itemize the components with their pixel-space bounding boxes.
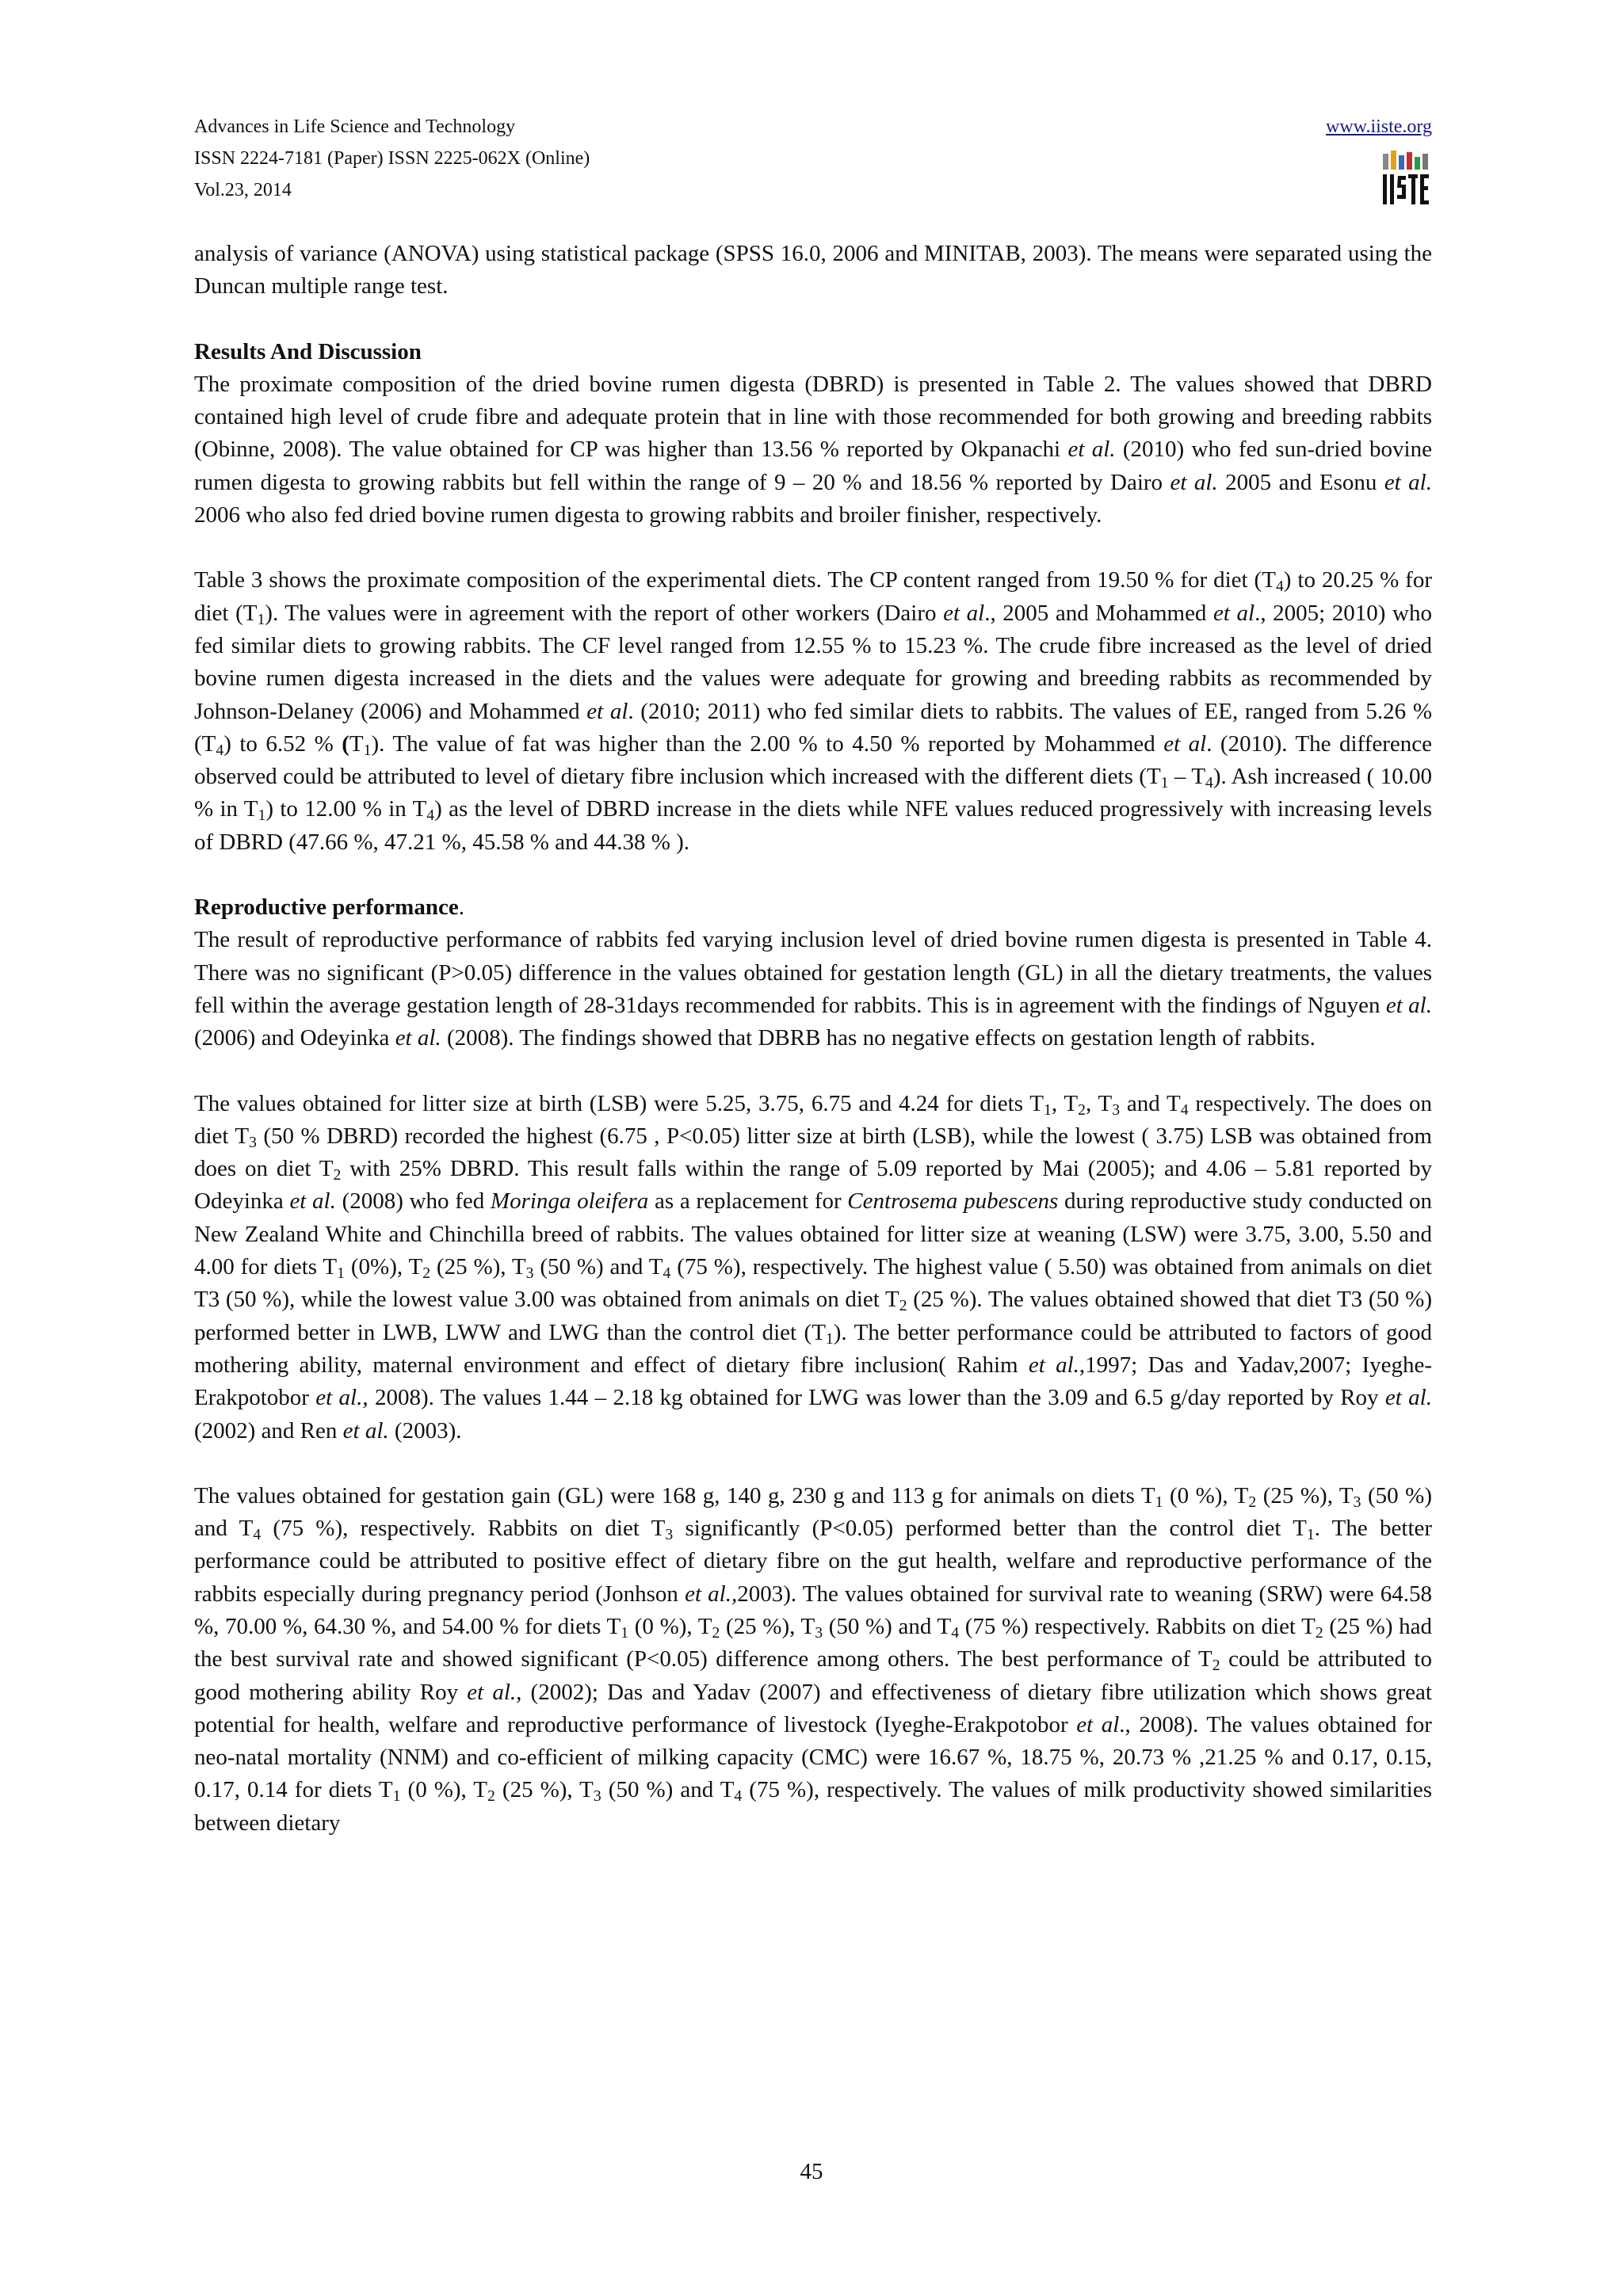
journal-issn: ISSN 2224-7181 (Paper) ISSN 2225-062X (Online) [194,148,590,169]
journal-header [194,111,1432,214]
paragraph-proximate-dbrd: The proximate composition of the dried bovine rumen digesta (DBRD) is presented in Table 2. The values showed that DBRD contained high level of crude fibre and adequate protein that in line with those recommended for both growing and breeding rabbits (Obinne, 2008). The value obtained for CP was higher than 13.56 % reported by Okpanachi et al. (2010) who fed sun-dried bovine rumen digesta to growing rabbits but fell within the range of 9 – 20 % and 18.56 % reported by Dairo et al. 2005 and Esonu et al. 2006 who also fed dried bovine rumen digesta to growing rabbits and broiler finisher, respectively. [194,371,1432,528]
iiste-logo-icon [1381,149,1430,206]
paragraph-gestation-gain: The values obtained for gestation gain (GL) were 168 g, 140 g, 230 g and 113 g for animals on diets $T_1$ (0 %), $T_2$ (25 %), $T_3$ (50 %) and $T_4$ (75 %), respectively. Rabbits on diet $T_3$ significantly (P<0.05) performed better than the control diet $T_1$. The better performance could be attributed to positive effect of dietary fibre on the gut health, welfare and reproductive performance of the rabbits especially during pregnancy period (Jonhson et al.,2003). The values obtained for survival rate to weaning (SRW) were 64.58 %, 70.00 %, 64.30 %, and 54.00 % for diets $T_1$ (0 %), $T_2$ (25 %), $T_3$ (50 %) and $T_4$ (75 %) respectively. Rabbits on diet $T_2$ (25 %) had the best survival rate and showed significant (P<0.05) difference among others. The best performance of $T_2$ could be attributed to good mothering ability Roy et al., (2002); Das and Yadav (2007) and effectiveness of dietary fibre utilization which shows great potential for health, welfare and reproductive performance of livestock (Iyeghe-Erakpotobor et al., 2008). The values obtained for neo-natal mortality (NNM) and co-efficient of milking capacity (CMC) were 16.67 %, 18.75 %, 20.73 % ,21.25 % and 0.17, 0.15, 0.17, 0.14 for diets $T_1$ (0 %), $T_2$ (25 %), $T_3$ (50 %) and $T_4$ (75 %), respectively. The values of milk productivity showed similarities between dietary [194,1482,1433,1836]
paragraph-gestation-length: The result of reproductive performance of rabbits fed varying inclusion level of dried bovine rumen digesta is presented in Table 4. There was no significant (P>0.05) difference in the values obtained for gestation length (GL) in all the dietary treatments, the values fell within the average gestation length of 28-31days recommended for rabbits. This is in agreement with the findings of Nguyen et al. (2006) and Odeyinka et al. (2008). The findings showed that DBRB has no negative effects on gestation length of rabbits. [194,927,1432,1051]
heading-reproductive-performance: Reproductive performance. [194,894,464,921]
paragraph-table3-diets: Table 3 shows the proximate composition of the experimental diets. The CP content ranged from 19.50 % for diet $(T_4)$ to 20.25 % for diet $(T_1)$. The values were in agreement with the report of other workers (Dairo et al., 2005 and Mohammed et al., 2005; 2010) who fed similar diets to growing rabbits. The CF level ranged from 12.55 % to 15.23 %. The crude fibre increased as the level of dried bovine rumen digesta increased in the diets and the values were adequate for growing and breeding rabbits as recommended by Johnson-Delaney (2006) and Mohammed et al. (2010; 2011) who fed similar diets to rabbits. The values of EE, ranged from 5.26 % $(T_4)$ to 6.52 % $(T_1)$. The value of fat was higher than the 2.00 % to 4.50 % reported by Mohammed et al. (2010). The difference observed could be attributed to level of dietary fibre inclusion which increased with the different diets $(T_1 - T_4)$. Ash increased ( 10.00 % in $T_1$) to 12.00 % in $T_4$) as the level of DBRD increase in the diets while NFE values reduced progressively with increasing levels of DBRD (47.66 %, 47.21 %, 45.58 % and 44.38 % ). [194,567,1433,855]
journal-title: Advances in Life Science and Technology [194,116,516,137]
page-number: 45 [800,2159,823,2184]
journal-volume: Vol.23, 2014 [194,180,292,200]
heading-results-discussion: Results And Discussion [194,338,422,364]
paragraph-litter-size: The values obtained for litter size at birth (LSB) were 5.25, 3.75, 6.75 and 4.24 for diets $T_1$, $T_2$, $T_3$ and $T_4$ respectively. The does on diet $T_3$ (50 % DBRD) recorded the highest (6.75 , P<0.05) litter size at birth (LSB), while the lowest ( 3.75) LSB was obtained from does on diet $T_2$ with 25% DBRD. This result falls within the range of 5.09 reported by Mai (2005); and 4.06 – 5.81 reported by Odeyinka et al. (2008) who fed Moringa oleifera as a replacement for Centrosema pubescens during reproductive study conducted on New Zealand White and Chinchilla breed of rabbits. The values obtained for litter size at weaning (LSW) were 3.75, 3.00, 5.50 and 4.00 for diets $T_1$ (0%), $T_2$ (25 %), $T_3$ (50 %) and $T_4$ (75 %), respectively. The highest value ( 5.50) was obtained from animals on diet T3 (50 %), while the lowest value 3.00 was obtained from animals on diet $T_2$ (25 %). The values obtained showed that diet T3 (50 %) performed better in LWB, LWW and LWG than the control diet $(T_1)$. The better performance could be attributed to factors of good mothering ability, maternal environment and effect of dietary fibre inclusion( Rahim et al.,1997; Das and Yadav,2007; Iyeghe-Erakpotobor et al., 2008). The values 1.44 – 2.18 kg obtained for LWG was lower than the 3.09 and 6.5 g/day reported by Roy et al. (2002) and Ren et al. (2003). [194,1090,1433,1444]
article-body [194,238,1432,1840]
website-link[interactable]: www.iiste.org [1326,116,1432,137]
paragraph-intro: analysis of variance (ANOVA) using statistical package (SPSS 16.0, 2006 and MINITAB, 2003). The means were separated using the Duncan multiple range test. [194,241,1432,299]
